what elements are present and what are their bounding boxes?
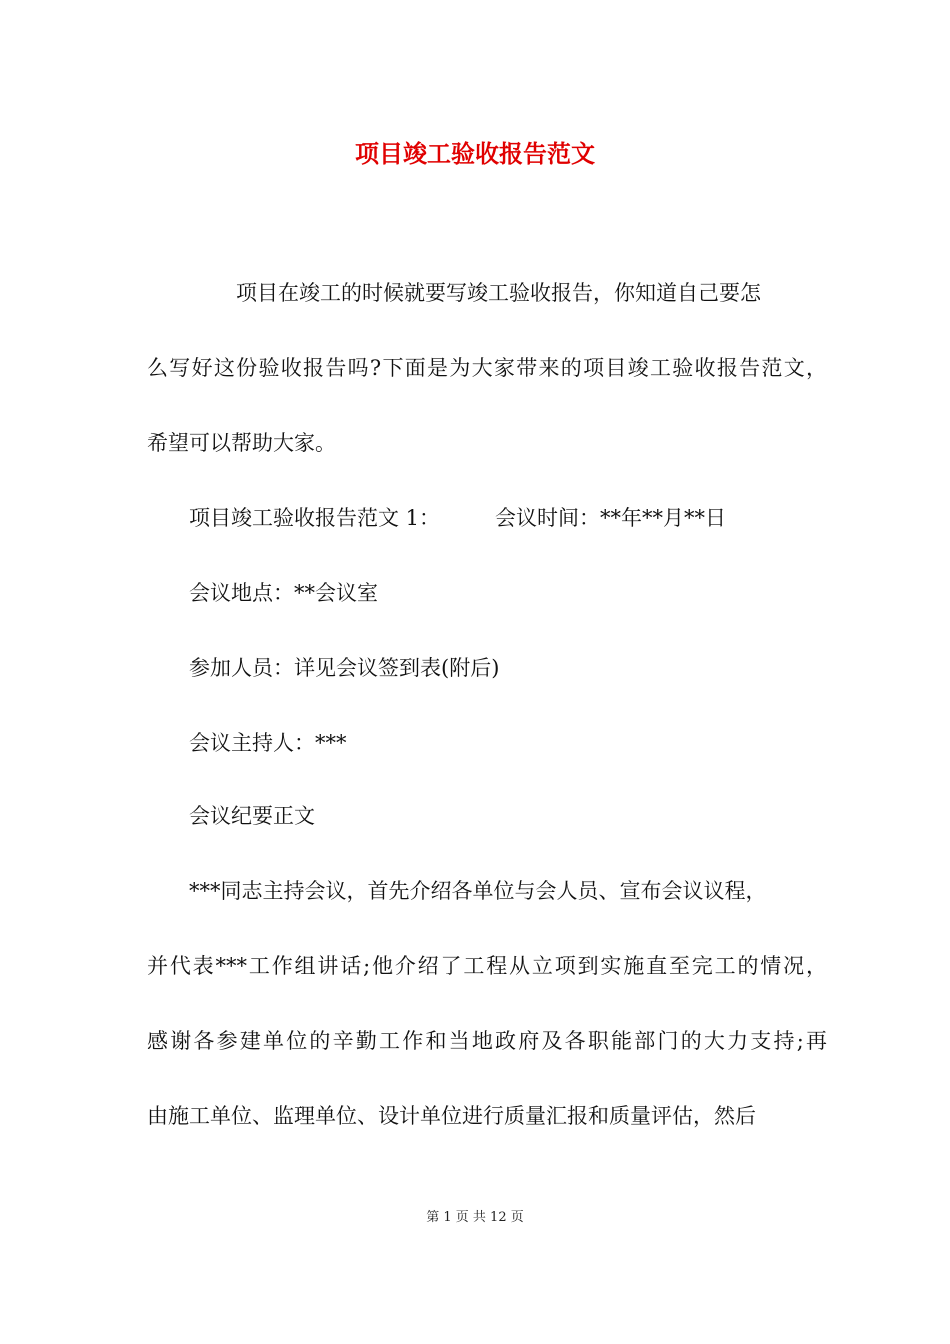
sample-heading: 项目竣工验收报告范文 1：: [189, 506, 441, 530]
paragraph-line-1: ***同志主持会议，首先介绍各单位与会人员、宣布会议议程，: [189, 879, 767, 903]
intro-line-1: 项目在竣工的时候就要写竣工验收报告，你知道自己要怎: [236, 281, 761, 305]
paragraph-line-3: 感谢各参建单位的辛勤工作和当地政府及各职能部门的大力支持;再: [147, 1029, 827, 1053]
intro-line-2: 么写好这份验收报告吗?下面是为大家带来的项目竣工验收报告范文，: [147, 356, 827, 380]
document-title: 项目竣工验收报告范文: [355, 139, 595, 168]
page-footer: 第 1 页 共 12 页: [426, 1210, 524, 1225]
attendees: 参加人员：详见会议签到表(附后): [189, 656, 500, 680]
paragraph-line-4: 由施工单位、监理单位、设计单位进行质量汇报和质量评估，然后: [147, 1104, 756, 1128]
meeting-place: 会议地点：**会议室: [189, 581, 378, 605]
meeting-host: 会议主持人：***: [189, 731, 347, 755]
paragraph-line-2: 并代表***工作组讲话;他介绍了工程从立项到实施直至完工的情况，: [147, 954, 827, 978]
intro-line-3: 希望可以帮助大家。: [147, 431, 336, 455]
meeting-time: 会议时间：**年**月**日: [495, 506, 726, 530]
minutes-heading: 会议纪要正文: [189, 804, 315, 828]
